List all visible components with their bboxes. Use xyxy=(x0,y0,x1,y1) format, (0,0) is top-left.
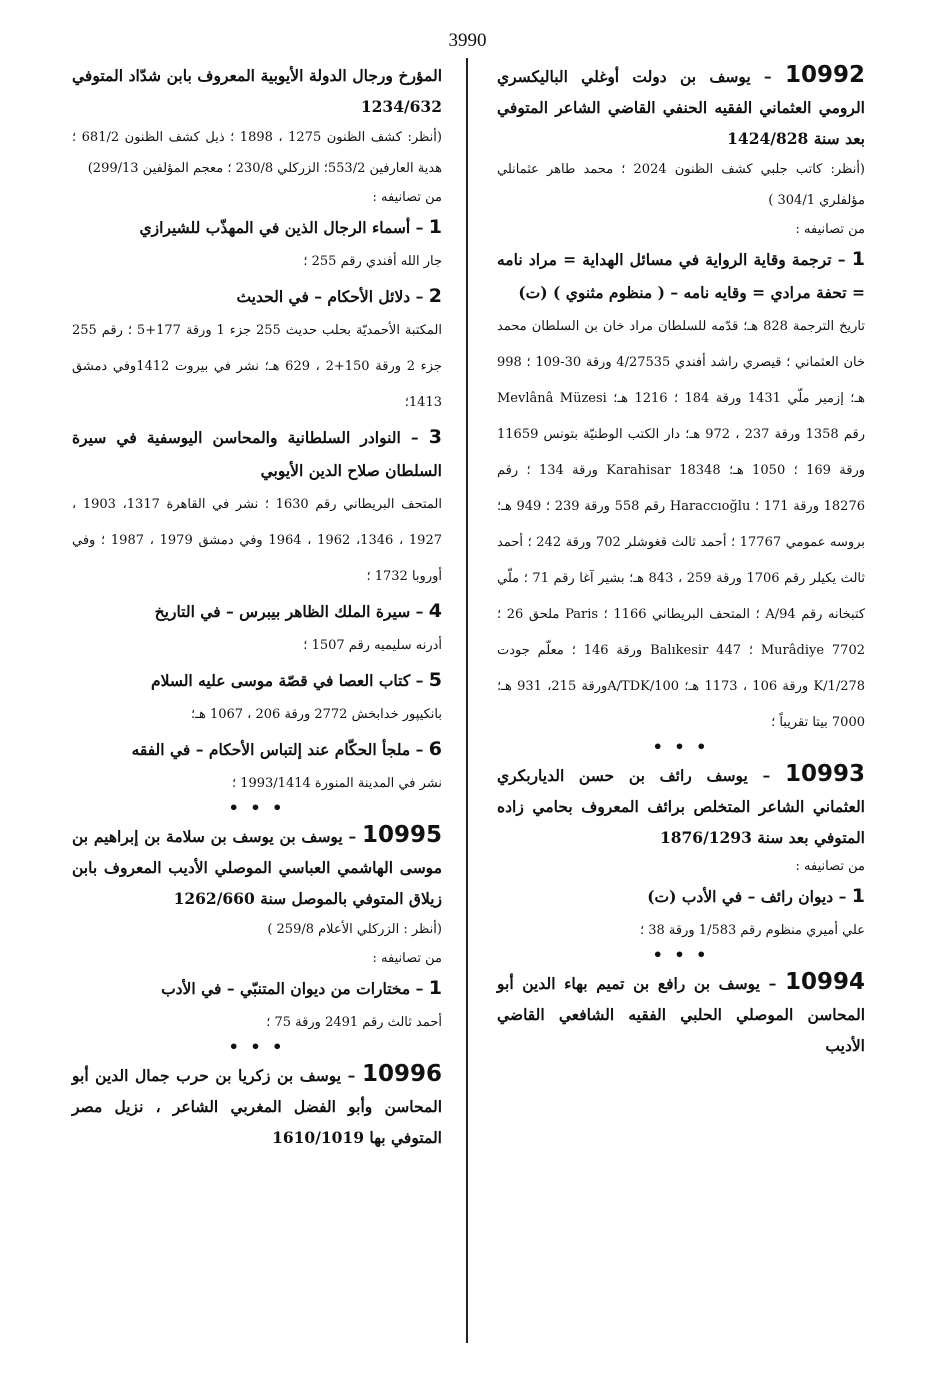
entry-number: 10995 xyxy=(361,822,442,848)
column-divider xyxy=(466,58,468,1343)
work-number: 1 xyxy=(428,977,442,999)
work-locations: المكتبة الأحمديّة بحلب حديث 255 جزء 1 ورقة 177+5 ؛ رقم 255 جزء 2 ورقة 150+2 ، 629 هـ؛ نشر في بيروت 1412وفي دمشق 1413؛ xyxy=(72,323,442,410)
works-label: من تصانيفه : xyxy=(795,222,865,237)
entry-separator: • • • xyxy=(652,737,710,756)
work-locations: جار الله أفندي رقم 255 ؛ xyxy=(303,254,442,269)
entry-number: 10994 xyxy=(784,969,865,995)
entry-references: (أنظر : الزركلي الأعلام 259/8 ) xyxy=(267,922,442,937)
right-column xyxy=(497,60,865,1061)
work-title xyxy=(72,280,442,313)
work-title-text: – كتاب العصا في قصّة موسى عليه السلام xyxy=(151,671,424,690)
work-locations: أدرنه سليميه رقم 1507 ؛ xyxy=(303,638,442,653)
entry-title: – يوسف بن يوسف بن سلامة بن إبراهيم بن موسى الهاشمي العباسي الموصلي الأديب المعروف بابن زيلاق المتوفي بالموصل سنة 1262/660 xyxy=(72,827,442,908)
work-title xyxy=(497,243,865,309)
entry-separator: • • • xyxy=(652,945,710,964)
work-title-text: – أسماء الرجال الذين في المهذّب للشيرازي xyxy=(139,218,424,237)
works-label: من تصانيفه : xyxy=(372,190,442,205)
entry-heading xyxy=(497,967,865,1061)
work-title xyxy=(72,211,442,244)
entry-heading xyxy=(497,60,865,154)
work-title-text: – مختارات من ديوان المتنبّي – في الأدب xyxy=(161,979,424,998)
work-title xyxy=(497,880,865,913)
entry-references: (أنظر: كشف الظنون 1275 ، 1898 ؛ ذيل كشف الظنون 681/2 ؛ هدية العارفين 553/2؛ الزركلي 230/8 ؛ معجم المؤلفين 299/13) xyxy=(72,130,442,176)
entry-references: (أنظر: كاتب جلبي كشف الظنون 2024 ؛ محمد طاهر عثمانلي مؤلفلري 304/1 ) xyxy=(497,162,865,208)
work-locations: تاريخ الترجمة 828 هـ؛ قدّمه للسلطان مراد خان بن السلطان محمد خان العثماني ؛ قيصري راشد أفندي 4/27535 ورقة 30-109 ؛ 998 هـ؛ إزمير ملّي 1431 ورقة 184 ؛ 1216 هـ؛ Mevlânâ Müzesi رقم 1358 ورقة 237 ، 972 هـ؛ دار الكتب الوطنيّة بتونس 11659 ورقة 169 ؛ 1050 هـ؛ Karahisar 18348 ورقة 134 ؛ رقم 18276 ورقة 171 ؛ Haraccıoğlu رقم 558 ورقة 239 ؛ 949 هـ؛ بروسه عمومي 17767 ؛ أحمد ثالث قغوشلر 702 ورقة 242 ؛ أحمد ثالث يكيلر رقم 1706 ورقة 259 ، 843 هـ؛ بشير آغا رقم 71 ؛ ملّي كتبخانه رقم 94/A ؛ المتحف البريطاني 1166 ؛ Paris ملحق 26 ؛ Murâdiye 7702 ؛ Balıkesir 447 ورقة 146 ؛ معلّم جودت 1/278/K ورقة 106 ، 1173 هـ؛ 100/A/TDKورقة 215، 931 هـ؛ 7000 بيتا تقريباً ؛ xyxy=(497,319,866,730)
entry-heading xyxy=(497,759,865,853)
work-number: 4 xyxy=(428,600,442,622)
works-label: من تصانيفه : xyxy=(795,859,865,874)
entry-heading xyxy=(72,1059,442,1153)
work-title xyxy=(72,595,442,628)
left-column xyxy=(72,60,442,1153)
entry-title: – يوسف بن دولت أوغلي الباليكسري الرومي العثماني الفقيه الحنفي القاضي الشاعر المتوفي بعد سنة 1424/828 xyxy=(497,67,865,148)
entry-heading xyxy=(72,820,442,914)
work-title-text: – ديوان رائف – في الأدب (ت) xyxy=(647,887,847,906)
work-locations: علي أميري منظوم رقم 1/583 ورقة 38 ؛ xyxy=(639,923,865,938)
entry-title: – يوسف بن رافع بن تميم بهاء الدين أبو المحاسن الموصلي الحلبي الفقيه الشافعي القاضي الأديب xyxy=(497,974,865,1055)
work-title-text: – ملجأ الحكّام عند إلتباس الأحكام – في الفقه xyxy=(131,740,424,759)
entry-heading-continued: المؤرخ ورجال الدولة الأيوبية المعروف بابن شدّاد المتوفي 1234/632 xyxy=(72,66,442,116)
entry-title: – يوسف بن زكريا بن حرب جمال الدين أبو المحاسن وأبو الفضل المغربي الشاعر ، نزيل مصر المتوفي بها 1610/1019 xyxy=(72,1066,442,1147)
work-title-text: – ترجمة وقاية الرواية في مسائل الهداية = مراد نامه = تحفة مرادي = وقايه نامه – ( منظوم مثنوي ) (ت) xyxy=(497,250,865,302)
work-title-text: – سيرة الملك الظاهر بيبرس – في التاريخ xyxy=(154,602,424,621)
work-title xyxy=(72,972,442,1005)
work-locations: أحمد ثالث رقم 2491 ورقة 75 ؛ xyxy=(266,1015,442,1030)
page-number: 3990 xyxy=(448,30,487,51)
works-label: من تصانيفه : xyxy=(372,951,442,966)
work-number: 1 xyxy=(428,216,442,238)
entry-separator: • • • xyxy=(228,798,286,817)
entry-separator: • • • xyxy=(228,1037,286,1056)
entry-title: – يوسف رائف بن حسن الدياربكري العثماني الشاعر المتخلص برائف المعروف بحامي زاده المتوفي بعد سنة 1876/1293 xyxy=(497,766,865,847)
work-title xyxy=(72,421,442,487)
work-title xyxy=(72,733,442,766)
work-number: 5 xyxy=(428,669,442,691)
work-number: 1 xyxy=(851,248,865,270)
work-locations: المتحف البريطاني رقم 1630 ؛ نشر في القاهرة 1317، 1903 ، 1927 ، 1346، 1962 ، 1964 وفي دمشق 1979 ، 1987 ؛ وفي أوروبا 1732 ؛ xyxy=(72,497,442,584)
work-locations: نشر في المدينة المنورة 1993/1414 ؛ xyxy=(231,776,442,791)
entry-number: 10992 xyxy=(784,62,865,88)
work-locations: بانكيپور خدابخش 2772 ورقة 206 ، 1067 هـ؛ xyxy=(191,707,442,722)
work-title-text: – دلائل الأحكام – في الحديث xyxy=(236,287,424,306)
work-title xyxy=(72,664,442,697)
entry-number: 10996 xyxy=(361,1061,442,1087)
work-number: 3 xyxy=(428,426,442,448)
work-number: 1 xyxy=(851,885,865,907)
work-title-text: – النوادر السلطانية والمحاسن اليوسفية في سيرة السلطان صلاح الدين الأيوبي xyxy=(72,428,442,480)
entry-number: 10993 xyxy=(784,761,865,787)
work-number: 2 xyxy=(428,285,442,307)
work-number: 6 xyxy=(428,738,442,760)
